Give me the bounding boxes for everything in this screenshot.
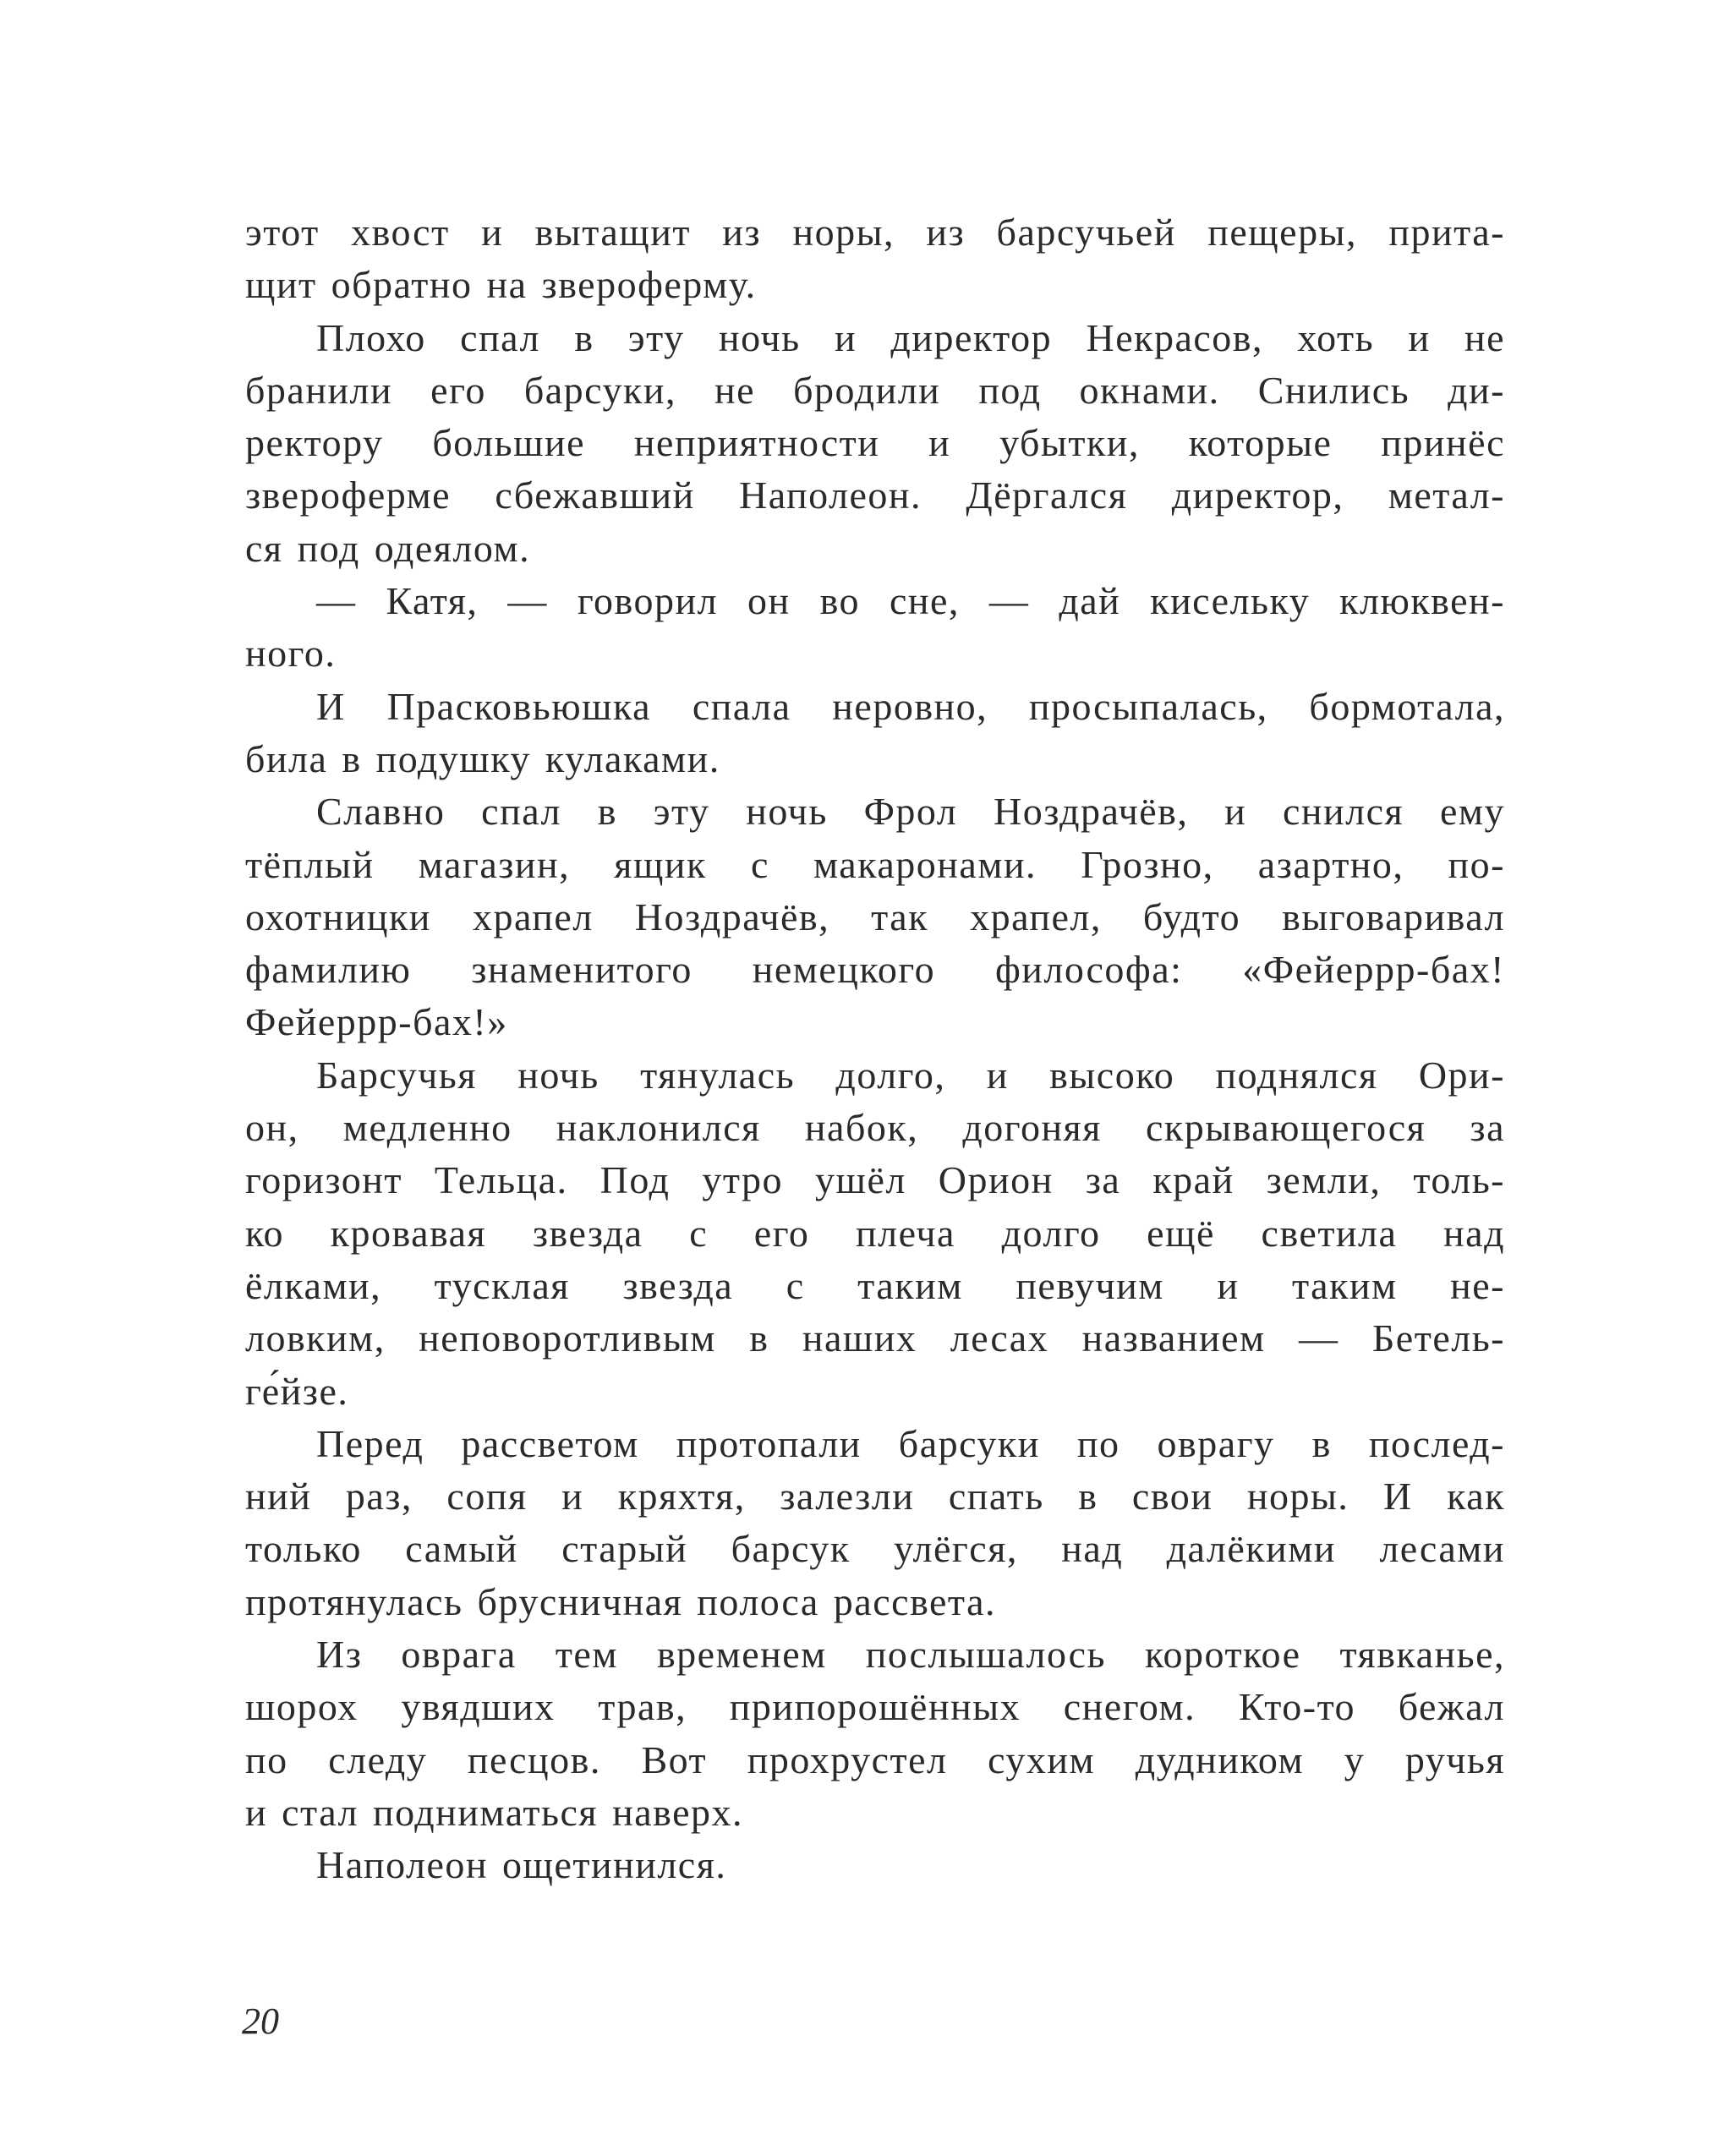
text-line: ного. <box>245 632 337 676</box>
text-line: Перед рассветом протопали барсуки по оврагу в послед- <box>316 1421 1505 1465</box>
text-line: — Катя, — говорил он во сне, — дай кисельку клюквен- <box>316 579 1505 623</box>
text-line: ний раз, сопя и кряхтя, залезли спать в свои норы. И как <box>245 1475 1505 1519</box>
text-line: била в подушку кулаками. <box>245 736 720 780</box>
text-line: ко кровавая звезда с его плеча долго ещё светила над <box>245 1211 1505 1255</box>
text-line: ге́йзе. <box>245 1369 349 1413</box>
text-line: Плохо спал в эту ночь и директор Некрасов, хоть и не <box>316 315 1505 359</box>
text-line: тёплый магазин, ящик с макаронами. Грозно, азартно, по- <box>245 842 1505 886</box>
text-line: ёлками, тусклая звезда с таким певучим и таким не- <box>245 1263 1505 1307</box>
page-number: 20 <box>242 2000 279 2042</box>
text-line: и стал подниматься наверх. <box>245 1790 743 1834</box>
text-line: звероферме сбежавший Наполеон. Дёргался директор, метал- <box>245 473 1505 517</box>
text-line: горизонт Тельца. Под утро ушёл Орион за край земли, толь- <box>245 1158 1505 1202</box>
text-line: фамилию знаменитого немецкого философа: «Фейеррр-бах! <box>245 948 1505 992</box>
text-line: Барсучья ночь тянулась долго, и высоко поднялся Ори- <box>316 1053 1505 1097</box>
text-line: протянулась брусничная полоса рассвета. <box>245 1579 997 1623</box>
text-line: охотницки храпел Ноздрачёв, так храпел, будто выговаривал <box>245 895 1505 938</box>
text-line: бранили его барсуки, не бродили под окнами. Снились ди- <box>245 368 1505 412</box>
text-line: Из оврага тем временем послышалось короткое тявканье, <box>316 1633 1505 1677</box>
text-line: шорох увядших трав, припорошённых снегом. Кто-то бежал <box>245 1685 1505 1729</box>
text-line: этот хвост и вытащит из норы, из барсучьей пещеры, прита- <box>245 211 1505 254</box>
text-line: по следу песцов. Вот прохрустел сухим дудником у ручья <box>245 1737 1505 1781</box>
text-line: щит обратно на звероферму. <box>245 263 757 307</box>
text-line: Наполеон ощетинился. <box>316 1843 727 1887</box>
text-line: Славно спал в эту ночь Фрол Ноздрачёв, и снился ему <box>316 790 1505 834</box>
text-line: только самый старый барсук улёгся, над далёкими лесами <box>245 1527 1505 1571</box>
body-text <box>245 206 1505 1892</box>
text-line: Фейеррр-бах!» <box>245 1000 508 1044</box>
text-line: ловким, неповоротливым в наших лесах названием — Бетель- <box>245 1316 1505 1360</box>
text-line: И Прасковьюшка спала неровно, просыпалась, бормотала, <box>316 684 1505 728</box>
text-line: он, медленно наклонился набок, догоняя скрывающегося за <box>245 1106 1505 1150</box>
text-line: ректору большие неприятности и убытки, которые принёс <box>245 421 1505 465</box>
text-line: ся под одеялом. <box>245 526 531 570</box>
